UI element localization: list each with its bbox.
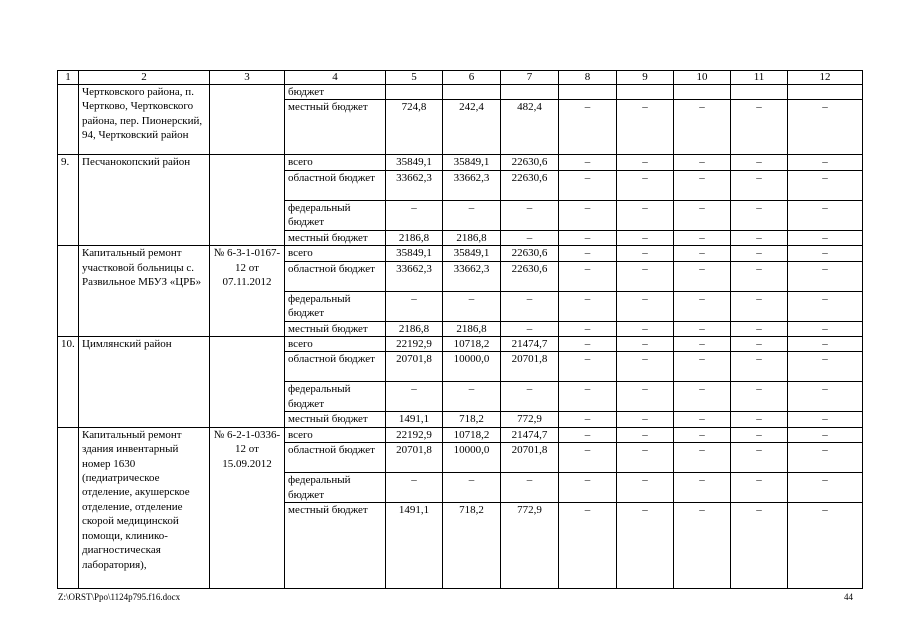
funding-source: федеральный бюджет [285, 473, 386, 503]
value-cell: – [788, 230, 863, 245]
value-cell: – [674, 200, 731, 230]
funding-source: бюджет [285, 85, 386, 100]
value-cell: – [674, 155, 731, 170]
value-cell: – [559, 291, 617, 321]
value-cell: 21474,7 [501, 427, 559, 442]
value-cell: – [731, 337, 788, 352]
value-cell: – [443, 200, 501, 230]
value-cell [559, 85, 617, 100]
value-cell: 2186,8 [443, 230, 501, 245]
value-cell: 772,9 [501, 412, 559, 427]
value-cell: – [731, 200, 788, 230]
row-number [58, 246, 79, 337]
col-header: 9 [617, 71, 674, 85]
value-cell: – [788, 427, 863, 442]
value-cell: 22630,6 [501, 261, 559, 291]
table-row [58, 246, 863, 261]
row-number [58, 85, 79, 155]
value-cell: – [788, 200, 863, 230]
value-cell: 22630,6 [501, 246, 559, 261]
funding-source: областной бюджет [285, 443, 386, 473]
col-header: 12 [788, 71, 863, 85]
value-cell: – [731, 503, 788, 589]
value-cell: – [617, 155, 674, 170]
value-cell: – [731, 443, 788, 473]
value-cell: – [674, 321, 731, 336]
value-cell: 10000,0 [443, 443, 501, 473]
value-cell: – [674, 337, 731, 352]
value-cell: – [731, 321, 788, 336]
value-cell: 20701,8 [501, 352, 559, 382]
value-cell: – [731, 412, 788, 427]
value-cell: – [674, 170, 731, 200]
value-cell: – [674, 246, 731, 261]
value-cell: 21474,7 [501, 337, 559, 352]
value-cell: – [731, 155, 788, 170]
value-cell: – [386, 382, 443, 412]
value-cell: – [788, 246, 863, 261]
value-cell: – [559, 321, 617, 336]
value-cell: 35849,1 [386, 155, 443, 170]
value-cell: – [788, 443, 863, 473]
object-name: Песчанокопский район [79, 155, 210, 246]
value-cell: – [788, 291, 863, 321]
value-cell: – [674, 473, 731, 503]
value-cell: – [617, 170, 674, 200]
value-cell: – [674, 503, 731, 589]
value-cell: – [731, 261, 788, 291]
funding-source: всего [285, 337, 386, 352]
value-cell: 718,2 [443, 412, 501, 427]
value-cell: – [386, 200, 443, 230]
value-cell: – [559, 261, 617, 291]
object-name: Чертковского района, п. Чертково, Чертковского района, пер. Пионерский, 94, Чертковский район [79, 85, 210, 155]
row-number [58, 427, 79, 588]
value-cell: – [559, 412, 617, 427]
value-cell [501, 85, 559, 100]
table-row [58, 337, 863, 352]
value-cell: – [617, 427, 674, 442]
value-cell: – [617, 382, 674, 412]
value-cell: – [559, 230, 617, 245]
value-cell: – [617, 337, 674, 352]
funding-source: местный бюджет [285, 230, 386, 245]
value-cell: – [731, 230, 788, 245]
value-cell: 2186,8 [443, 321, 501, 336]
table-row [58, 427, 863, 442]
value-cell: – [559, 473, 617, 503]
col-header: 10 [674, 71, 731, 85]
value-cell: – [674, 230, 731, 245]
value-cell [443, 85, 501, 100]
value-cell: – [386, 473, 443, 503]
value-cell: – [501, 230, 559, 245]
value-cell: 10718,2 [443, 427, 501, 442]
value-cell: – [731, 473, 788, 503]
col-header: 1 [58, 71, 79, 85]
value-cell: – [501, 200, 559, 230]
funding-source: федеральный бюджет [285, 382, 386, 412]
value-cell: – [674, 352, 731, 382]
value-cell: – [617, 321, 674, 336]
document-number: № 6-3-1-0167-12 от 07.11.2012 [210, 246, 285, 337]
value-cell: – [617, 291, 674, 321]
value-cell: – [501, 473, 559, 503]
value-cell: – [731, 291, 788, 321]
value-cell: 724,8 [386, 100, 443, 155]
value-cell: – [559, 200, 617, 230]
value-cell: – [617, 473, 674, 503]
value-cell: 22192,9 [386, 427, 443, 442]
col-header: 5 [386, 71, 443, 85]
funding-source: всего [285, 427, 386, 442]
value-cell: – [788, 352, 863, 382]
value-cell [674, 85, 731, 100]
value-cell: 242,4 [443, 100, 501, 155]
value-cell: – [788, 100, 863, 155]
value-cell: – [617, 261, 674, 291]
value-cell: – [443, 473, 501, 503]
page-number: 44 [844, 592, 853, 602]
table-row [58, 85, 863, 100]
document-number [210, 85, 285, 155]
value-cell: 35849,1 [386, 246, 443, 261]
object-name: Цимлянский район [79, 337, 210, 428]
col-header: 7 [501, 71, 559, 85]
value-cell: 33662,3 [443, 170, 501, 200]
value-cell: – [788, 321, 863, 336]
funding-source: областной бюджет [285, 352, 386, 382]
value-cell: – [674, 382, 731, 412]
funding-source: всего [285, 246, 386, 261]
value-cell: – [674, 427, 731, 442]
value-cell [617, 85, 674, 100]
value-cell: 482,4 [501, 100, 559, 155]
value-cell: 772,9 [501, 503, 559, 589]
value-cell: – [674, 291, 731, 321]
value-cell: 22630,6 [501, 170, 559, 200]
value-cell: – [617, 100, 674, 155]
value-cell: – [731, 427, 788, 442]
funding-source: местный бюджет [285, 412, 386, 427]
value-cell: – [501, 321, 559, 336]
funding-source: местный бюджет [285, 100, 386, 155]
value-cell: – [617, 246, 674, 261]
value-cell: – [731, 246, 788, 261]
value-cell: – [559, 352, 617, 382]
value-cell: – [788, 170, 863, 200]
value-cell: – [617, 503, 674, 589]
value-cell: – [731, 352, 788, 382]
object-name: Капитальный ремонт участковой больницы с. Развильное МБУЗ «ЦРБ» [79, 246, 210, 337]
col-header: 6 [443, 71, 501, 85]
value-cell: – [617, 230, 674, 245]
value-cell: 33662,3 [386, 261, 443, 291]
value-cell: – [788, 155, 863, 170]
value-cell: – [788, 337, 863, 352]
value-cell: – [559, 443, 617, 473]
table-row [58, 155, 863, 170]
value-cell: – [788, 382, 863, 412]
value-cell: – [731, 170, 788, 200]
value-cell: 33662,3 [443, 261, 501, 291]
value-cell: 33662,3 [386, 170, 443, 200]
value-cell: 2186,8 [386, 230, 443, 245]
funding-source: областной бюджет [285, 261, 386, 291]
col-header: 2 [79, 71, 210, 85]
header-row [58, 71, 863, 85]
value-cell [731, 85, 788, 100]
value-cell: – [443, 291, 501, 321]
value-cell: – [674, 412, 731, 427]
value-cell: – [788, 412, 863, 427]
value-cell: – [386, 291, 443, 321]
row-number: 10. [58, 337, 79, 428]
funding-source: федеральный бюджет [285, 200, 386, 230]
value-cell: – [617, 412, 674, 427]
object-name: Капитальный ремонт здания инвентарный номер 1630 (педиатрическое отделение, акушерское отделение, отделение скорой медицинской помощи, клинико-диагностическая лаборатория), [79, 427, 210, 588]
value-cell: – [731, 382, 788, 412]
value-cell: 2186,8 [386, 321, 443, 336]
budget-table [57, 70, 863, 589]
value-cell: 20701,8 [501, 443, 559, 473]
col-header: 8 [559, 71, 617, 85]
value-cell: – [501, 382, 559, 412]
value-cell: – [788, 503, 863, 589]
document-number [210, 155, 285, 246]
value-cell: – [501, 291, 559, 321]
funding-source: всего [285, 155, 386, 170]
row-number: 9. [58, 155, 79, 246]
value-cell: – [731, 100, 788, 155]
value-cell: 718,2 [443, 503, 501, 589]
value-cell: – [788, 473, 863, 503]
col-header: 3 [210, 71, 285, 85]
value-cell: – [788, 261, 863, 291]
value-cell: 10000,0 [443, 352, 501, 382]
value-cell [788, 85, 863, 100]
value-cell: – [559, 100, 617, 155]
file-path: Z:\ORST\Ppo\1124p795.f16.docx [58, 592, 181, 602]
value-cell: – [443, 382, 501, 412]
value-cell: – [559, 382, 617, 412]
document-number [210, 337, 285, 428]
col-header: 11 [731, 71, 788, 85]
value-cell: 35849,1 [443, 246, 501, 261]
document-number: № 6-2-1-0336-12 от 15.09.2012 [210, 427, 285, 588]
value-cell: – [559, 155, 617, 170]
funding-source: федеральный бюджет [285, 291, 386, 321]
value-cell: – [674, 443, 731, 473]
value-cell: 1491,1 [386, 503, 443, 589]
value-cell: – [559, 337, 617, 352]
value-cell: 10718,2 [443, 337, 501, 352]
funding-source: местный бюджет [285, 503, 386, 589]
value-cell: – [559, 427, 617, 442]
value-cell: – [617, 443, 674, 473]
value-cell: – [559, 503, 617, 589]
value-cell: 20701,8 [386, 443, 443, 473]
value-cell: 22192,9 [386, 337, 443, 352]
value-cell: – [559, 246, 617, 261]
value-cell: 22630,6 [501, 155, 559, 170]
value-cell: 20701,8 [386, 352, 443, 382]
value-cell: – [674, 261, 731, 291]
funding-source: местный бюджет [285, 321, 386, 336]
value-cell: – [617, 200, 674, 230]
value-cell: 35849,1 [443, 155, 501, 170]
col-header: 4 [285, 71, 386, 85]
value-cell: – [617, 352, 674, 382]
value-cell: 1491,1 [386, 412, 443, 427]
value-cell: – [559, 170, 617, 200]
value-cell: – [674, 100, 731, 155]
value-cell [386, 85, 443, 100]
funding-source: областной бюджет [285, 170, 386, 200]
